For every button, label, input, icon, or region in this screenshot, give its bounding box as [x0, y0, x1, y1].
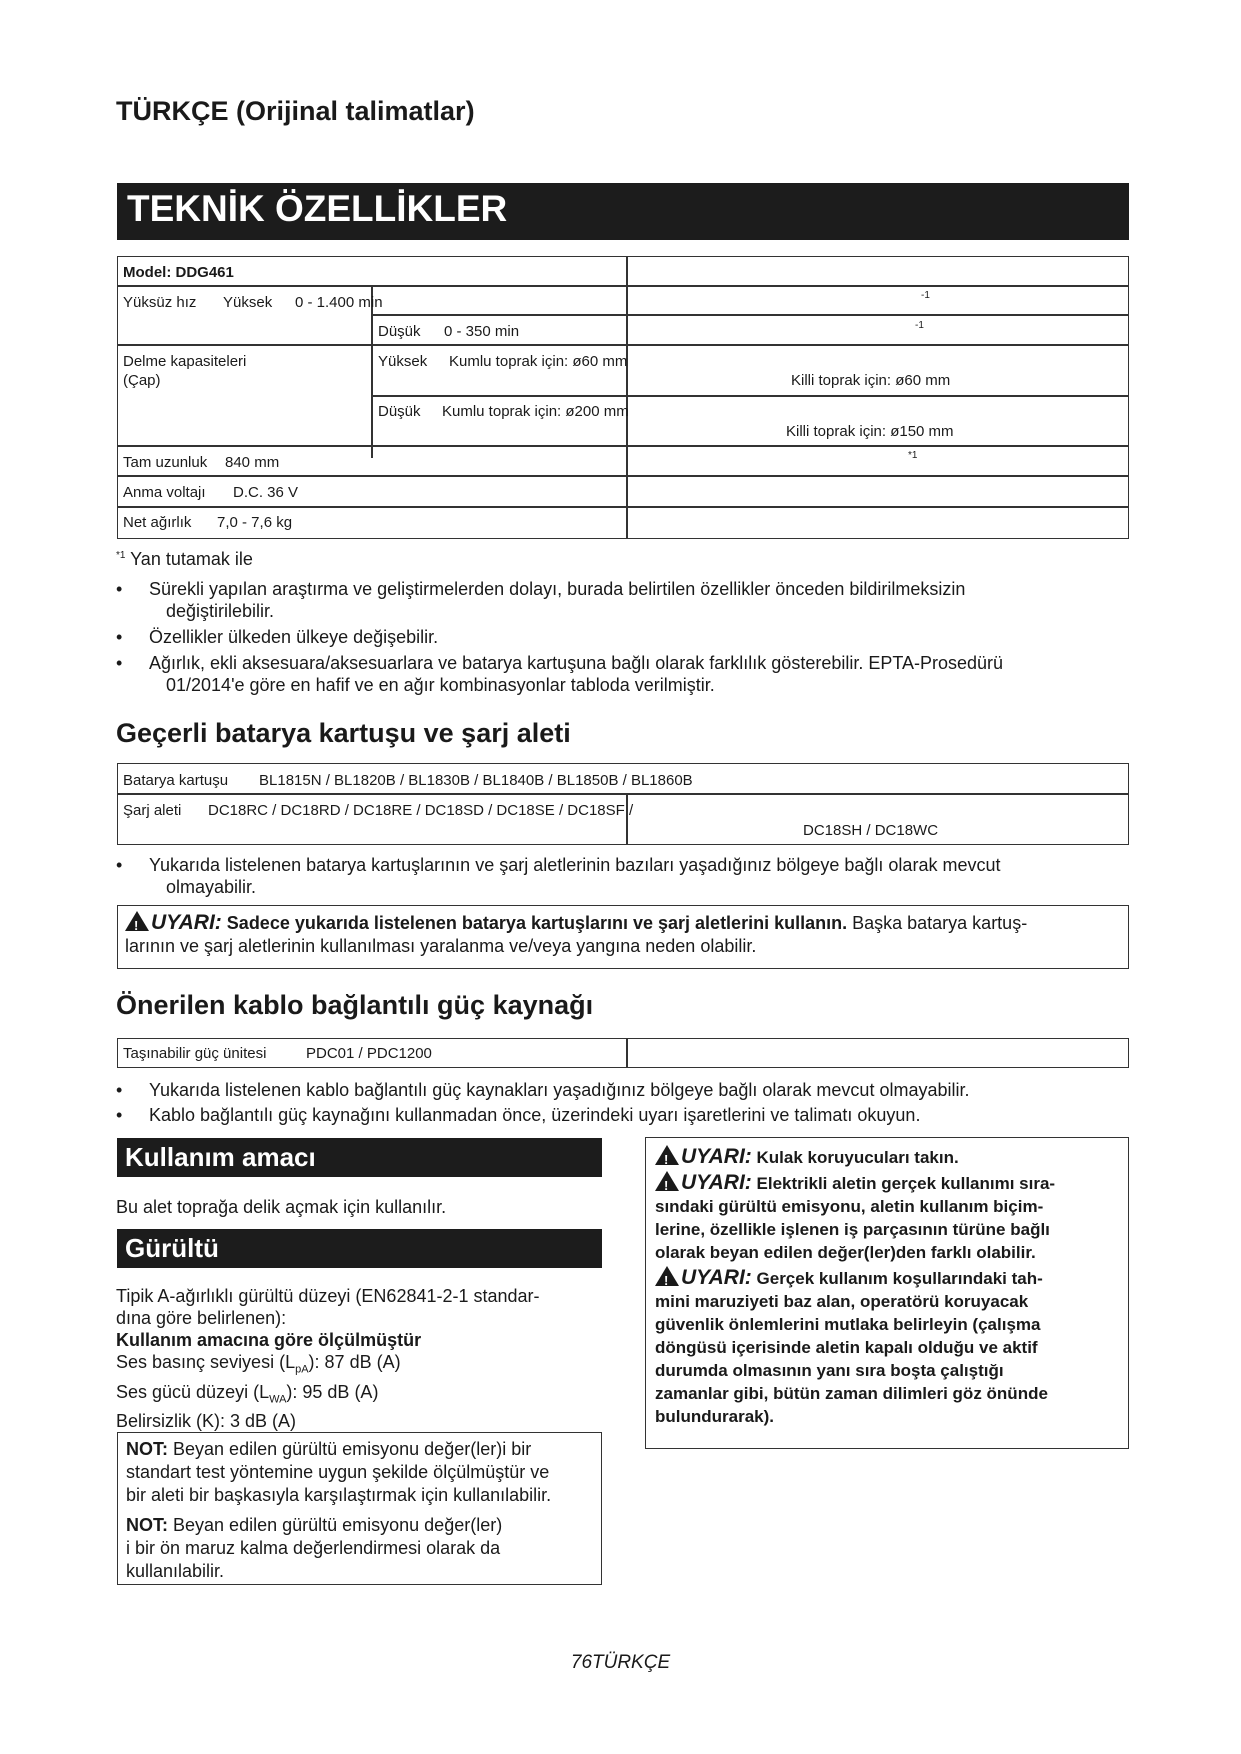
intended-use-banner: Kullanım amacı [117, 1138, 602, 1177]
warning-word: UYARI: [151, 911, 222, 934]
page-number: 76TÜRKÇE [570, 1652, 671, 1673]
low-speed-value: 0 - 350 min [444, 323, 520, 340]
high-speed-value: 0 - 1.400 min [295, 294, 383, 311]
noise-banner: Gürültü [117, 1229, 602, 1268]
spec-bullet-1: • Sürekli yapılan araştırma ve geliştirmelerden dolayı, burada belirtilen özellikler önceden bildirilmeksizin değiştirilebilir. [116, 579, 966, 621]
warning-ear-protection: !UYARI: Kulak koruyucuları takın. [655, 1145, 1119, 1169]
power-bullet-2: • Kablo bağlantılı güç kaynağını kullanmadan önce, üzerindeki uyarı işaretlerini ve talimatı okuyun. [116, 1105, 921, 1125]
warning-bold-text: Sadece yukarıda listelenen batarya kartuşlarını ve şarj aletlerini kullanın. [226, 913, 848, 933]
length-value: 840 mm [225, 454, 280, 471]
specs-banner: TEKNİK ÖZELLİKLER [117, 183, 1129, 240]
drill-high-label: Yüksek [378, 353, 428, 370]
drill-low-clay: Killi toprak için: ø150 mm [786, 423, 954, 440]
warning-icon [655, 1266, 679, 1286]
noise-text [116, 1285, 606, 1432]
warning-emission: !UYARI: Elektrikli aletin gerçek kullanımı sıra- sındaki gürültü emisyonu, aletin kullanım biçim- lerine, özellikle işlenen iş parçasının türüne bağlı olarak beyan edilen değer(ler)den farklı olabilir. [655, 1171, 1119, 1264]
spec-bullet-3: • Ağırlık, ekli aksesuara/aksesuarlara ve batarya kartuşuna bağlı olarak farklılık gösterebilir. EPTA-Prosedürü 01/2014'e göre en hafif ve en ağır kombinasyonlar tabloda verilmiştir. [116, 653, 1004, 695]
model-label: Model: DDG461 [123, 264, 234, 281]
low-speed-label: Düşük [378, 323, 421, 340]
language-title: TÜRKÇE (Orijinal talimatlar) [116, 96, 475, 126]
length-label: Tam uzunluk [123, 454, 208, 471]
weight-value: 7,0 - 7,6 kg [217, 514, 293, 531]
battery-cartridge-value: BL1815N / BL1820B / BL1830B / BL1840B / BL1850B / BL1860B [259, 772, 693, 789]
warning-rest-1: Başka batarya kartuş- [852, 913, 1028, 933]
noise-notes [117, 1432, 602, 1585]
battery-cartridge-label: Batarya kartuşu [123, 772, 229, 789]
note-2: NOT: Beyan edilen gürültü emisyonu değer(ler) i bir ön maruz kalma değerlendirmesi olarak da kullanılabilir. [126, 1515, 503, 1581]
power-bullet-1: • Yukarıda listelenen kablo bağlantılı güç kaynakları yaşadığınız bölgeye bağlı olarak mevcut olmayabilir. [116, 1080, 970, 1100]
charger-value-1: DC18RC / DC18RD / DC18RE / DC18SD / DC18SE / DC18SF / [208, 802, 634, 819]
voltage-label: Anma voltajı [123, 484, 206, 501]
power-unit-label: Taşınabilir güç ünitesi [123, 1045, 267, 1062]
length-sup: *1 [908, 450, 918, 461]
drill-high-clay: Killi toprak için: ø60 mm [791, 372, 951, 389]
footnote-mark: *1 [116, 550, 126, 561]
drill-low-label: Düşük [378, 403, 421, 420]
noload-label: Yüksüz hız [123, 294, 197, 311]
noise-measured-heading: Kullanım amacına göre ölçülmüştür [116, 1330, 422, 1350]
weight-label: Net ağırlık [123, 514, 192, 531]
battery-heading: Geçerli batarya kartuşu ve şarj aleti [116, 718, 571, 748]
warning-icon [655, 1171, 679, 1191]
battery-bullet: • Yukarıda listelenen batarya kartuşlarının ve şarj aletlerinin bazıları yaşadığınız bölgeye bağlı olarak mevcut olmayabilir. [116, 855, 1001, 897]
noise-intro-2: dına göre belirlenen): [116, 1308, 287, 1328]
battery-table [117, 763, 1129, 845]
footnote [116, 549, 253, 570]
note-1: NOT: Beyan edilen gürültü emisyonu değer(ler)i bir standart test yöntemine uygun şekilde ölçülmüştür ve bir aleti bir başkasıyla karşılaştırmak için kullanılabilir. [126, 1439, 552, 1505]
power-unit-value: PDC01 / PDC1200 [306, 1045, 432, 1062]
drill-capacity-label: Delme kapasiteleri [123, 353, 247, 370]
charger-value-2: DC18SH / DC18WC [803, 822, 939, 839]
warning-rest-2: larının ve şarj aletlerinin kullanılması yaralanma ve/veya yangına neden olabilir. [125, 936, 757, 956]
intended-use-text: Bu alet toprağa delik açmak için kullanılır. [116, 1197, 447, 1217]
high-speed-label: Yüksek [223, 294, 273, 311]
footnote-text: Yan tutamak ile [130, 549, 253, 569]
noise-power: Ses gücü düzeyi $(L_{WA})$: 95 dB (A) [116, 1381, 379, 1406]
drill-capacity-sublabel: (Çap) [123, 372, 161, 389]
warning-icon [125, 911, 149, 931]
noise-warnings [645, 1137, 1129, 1449]
power-table [117, 1038, 1129, 1068]
warning-exposure: !UYARI: Gerçek kullanım koşullarındaki tah- mini maruziyeti baz alan, operatörü koruyacak güvenlik önlemlerini mutlaka belirleyin (çalışma döngüsü içerisinde aletin kapalı olduğu ve aktif durumda olmasının yanı sıra boşta çalıştığı zamanlar gibi, bütün zaman dilimleri göz önünde bulundurarak). [655, 1266, 1119, 1428]
charger-label: Şarj aleti [123, 802, 182, 819]
noise-pressure: Ses basınç seviyesi $(L_{pA})$: 87 dB (A) [116, 1352, 401, 1376]
voltage-value: D.C. 36 V [233, 484, 299, 501]
warning-icon [655, 1145, 679, 1165]
drill-high-sand: Kumlu toprak için: ø60 mm [449, 353, 628, 370]
spec-table [117, 256, 1129, 539]
low-speed-sup: -1 [915, 320, 924, 331]
drill-low-sand: Kumlu toprak için: ø200 mm [442, 403, 629, 420]
power-heading: Önerilen kablo bağlantılı güç kaynağı [116, 990, 594, 1020]
noise-uncertainty: Belirsizlik (K): 3 dB (A) [116, 1411, 297, 1432]
high-speed-sup: -1 [921, 290, 930, 301]
spec-bullet-2: • Özellikler ülkeden ülkeye değişebilir. [116, 627, 439, 647]
noise-intro-1: Tipik A-ağırlıklı gürültü düzeyi (EN62841-2-1 standar- [116, 1286, 540, 1306]
battery-warning [117, 905, 1129, 969]
